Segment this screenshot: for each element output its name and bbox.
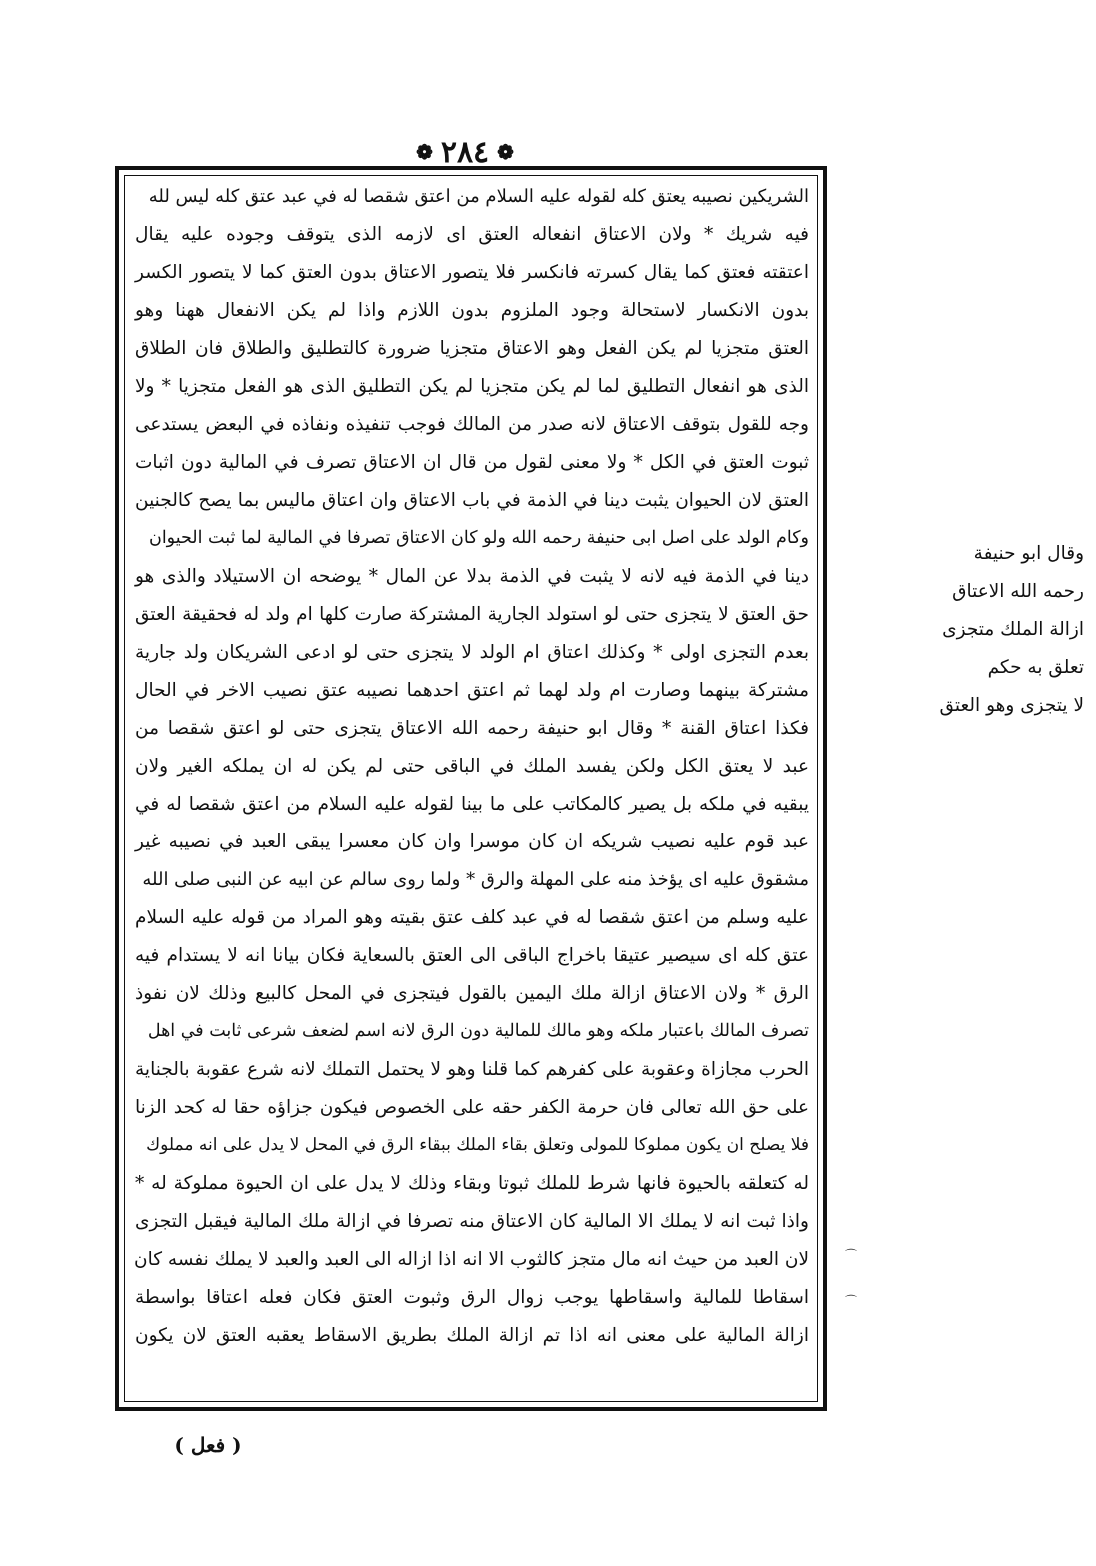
text-line: العتق متجزيا لم يكن الفعل وهو الاعتاق متجزيا ضرورة كالتطليق والطلاق فان الطلاق: [135, 337, 809, 359]
text-line: ازالة المالية على معنى انه اذا تم ازالة الملك بطريق الاسقاط يعقبه العتق لان يكون: [135, 1325, 809, 1347]
text-line: فلا يصلح ان يكون مملوكا للمولى وتعلق بقاء الملك ببقاء الرق في المحل لا يدل على انه مملوك: [146, 1135, 809, 1156]
text-line: عبد قوم عليه نصيب شريكه ان كان موسرا وان كان معسرا يبقى العبد في نصيبه غير: [135, 831, 809, 853]
text-line: فكذا اعتاق القنة * وقال ابو حنيفة رحمه الله الاعتاق يتجزى حتى لو اعتق شقصا من: [135, 717, 809, 739]
text-line: حق العتق لا يتجزى حتى لو استولد الجارية المشتركة صارت كلها ام ولد له فحقيقة العتق: [135, 603, 809, 625]
main-text-block: [133, 178, 809, 1399]
text-frame: [115, 166, 827, 1411]
text-line: بدون الانكسار لاستحالة وجود الملزوم بدون اللازم واذا لم يكن الانفعال ههنا وهو: [135, 299, 809, 321]
text-line: الحرب مجازاة وعقوبة على كفرهم كما قلنا وهو لا يحتمل التملك لانه شرع عقوبة بالجناية: [135, 1059, 809, 1081]
text-line: مشتركة بينهما وصارت ام ولد لهما ثم اعتق احدهما نصيبه عتق نصيب الاخر في الحال: [135, 679, 809, 701]
text-line: العتق لان الحيوان يثبت دينا في الذمة في باب الاعتاق وان اعتاق ماليس بما يصح كالجنين: [135, 489, 809, 511]
margin-note-line: وقال ابو حنيفة: [973, 543, 1084, 564]
text-line: بعدم التجزى اولى * وكذلك اعتاق ام الولد لا يتجزى حتى لو ادعى الشريكان ولد جارية: [135, 641, 809, 663]
margin-note-line: تعلق به حكم: [987, 657, 1084, 678]
margin-note-line: ازالة الملك متجزى: [942, 619, 1084, 640]
text-line: وكام الولد على اصل ابى حنيفة رحمه الله ولو كان الاعتاق تصرفا في المالية لما ثبت الحيوان: [148, 527, 809, 548]
text-line: عليه وسلم من اعتق شقصا له في عبد كلف عتق بقيته وهو المراد من قوله عليه السلام: [135, 907, 809, 929]
text-line: ثبوت العتق في الكل * ولا معنى لقول من قال ان الاعتاق تصرف في المالية دون اثبات: [135, 451, 809, 473]
margin-tick-mark: ⌒: [844, 1248, 857, 1262]
text-line: فيه شريك * ولان الاعتاق انفعاله العتق اى لازمه الذى يتوقف وجوده عليه يقال: [135, 223, 809, 245]
catchword: ( فعل ): [174, 1433, 242, 1457]
text-line: لان العبد من حيث انه مال متجز كالثوب الا انه اذا ازاله الى العبد والعبد لا يملك نفسه كان: [133, 1249, 809, 1271]
text-line: وجه للقول بتوقف الاعتاق لانه صدر من المالك فوجب تنفيذه ونفاذه في البعض يستدعى: [135, 413, 809, 435]
text-line: واذا ثبت انه لا يملك الا المالية كان الاعتاق منه تصرفا في ازالة ملك المالية فيقبل التجزى: [135, 1211, 809, 1233]
text-line: عتق كله اى سيصير عتيقا باخراج الباقى الى العتق بالسعاية فكان بيانا انه لا يستدام فيه: [135, 945, 809, 967]
text-line: على حق الله تعالى فان حرمة الكفر حقه على الخصوص فيكون جزاؤه حقا له كحد الزنا: [135, 1097, 809, 1119]
text-line: الرق * ولان الاعتاق ازالة ملك اليمين بالقول فيتجزى في المحل كالبيع وذلك لان نفوذ: [135, 983, 809, 1005]
margin-note-line: رحمه الله الاعتاق: [952, 581, 1084, 602]
text-line: مشقوق عليه اى يؤخذ منه على المهلة والرق * ولما روى سالم عن ابيه عن النبى صلى الله: [142, 869, 809, 891]
text-line: اعتقته فعتق كما يقال كسرته فانكسر فلا يتصور الاعتاق بدون العتق كما لا يتصور الكسر: [135, 261, 809, 283]
text-line: تصرف المالك باعتبار ملكه وهو مالك للمالية دون الرق لانه اسم لضعف شرعى ثابت في اهل: [147, 1021, 809, 1042]
text-line: اسقاطا للمالية واسقاطها يوجب زوال الرق وثبوت العتق فكان فعله اعتاقا بواسطة: [135, 1287, 809, 1309]
text-line: يبقيه في ملكه بل يصير كالمكاتب على ما بينا لقوله عليه السلام من اعتق شقصا له في: [135, 793, 809, 815]
ornament-right-icon: ❁: [497, 140, 514, 164]
text-line: الذى هو انفعال التطليق لما لم يكن متجزيا لم يكن التطليق الذى هو الفعل متجزيا * ولا: [135, 375, 809, 397]
margin-note: [842, 535, 1084, 725]
text-line: له كتعلقه بالحيوة فانها شرط للملك ثبوتا وبقاء وذلك لا يدل على ان الحيوة مملوكة له *: [135, 1173, 809, 1195]
text-line: الشريكين نصيبه يعتق كله لقوله عليه السلام من اعتق شقصا له في عبد عتق كله ليس لله: [148, 186, 809, 207]
margin-tick-mark: ⌒: [844, 1294, 857, 1308]
text-line: عبد لا يعتق الكل ولكن يفسد الملك في الباقى حتى لم يكن له ان يملكه الغير ولان: [135, 755, 809, 777]
ornament-left-icon: ❁: [416, 140, 433, 164]
text-line: دينا في الذمة فيه لانه لا يثبت في الذمة بدلا عن المال * يوضحه ان الاستيلاد والذى هو: [135, 565, 809, 587]
margin-note-line: لا يتجزى وهو العتق: [939, 695, 1084, 716]
page-number-text: ٢٨٤: [440, 134, 490, 170]
page-number: [412, 135, 518, 169]
